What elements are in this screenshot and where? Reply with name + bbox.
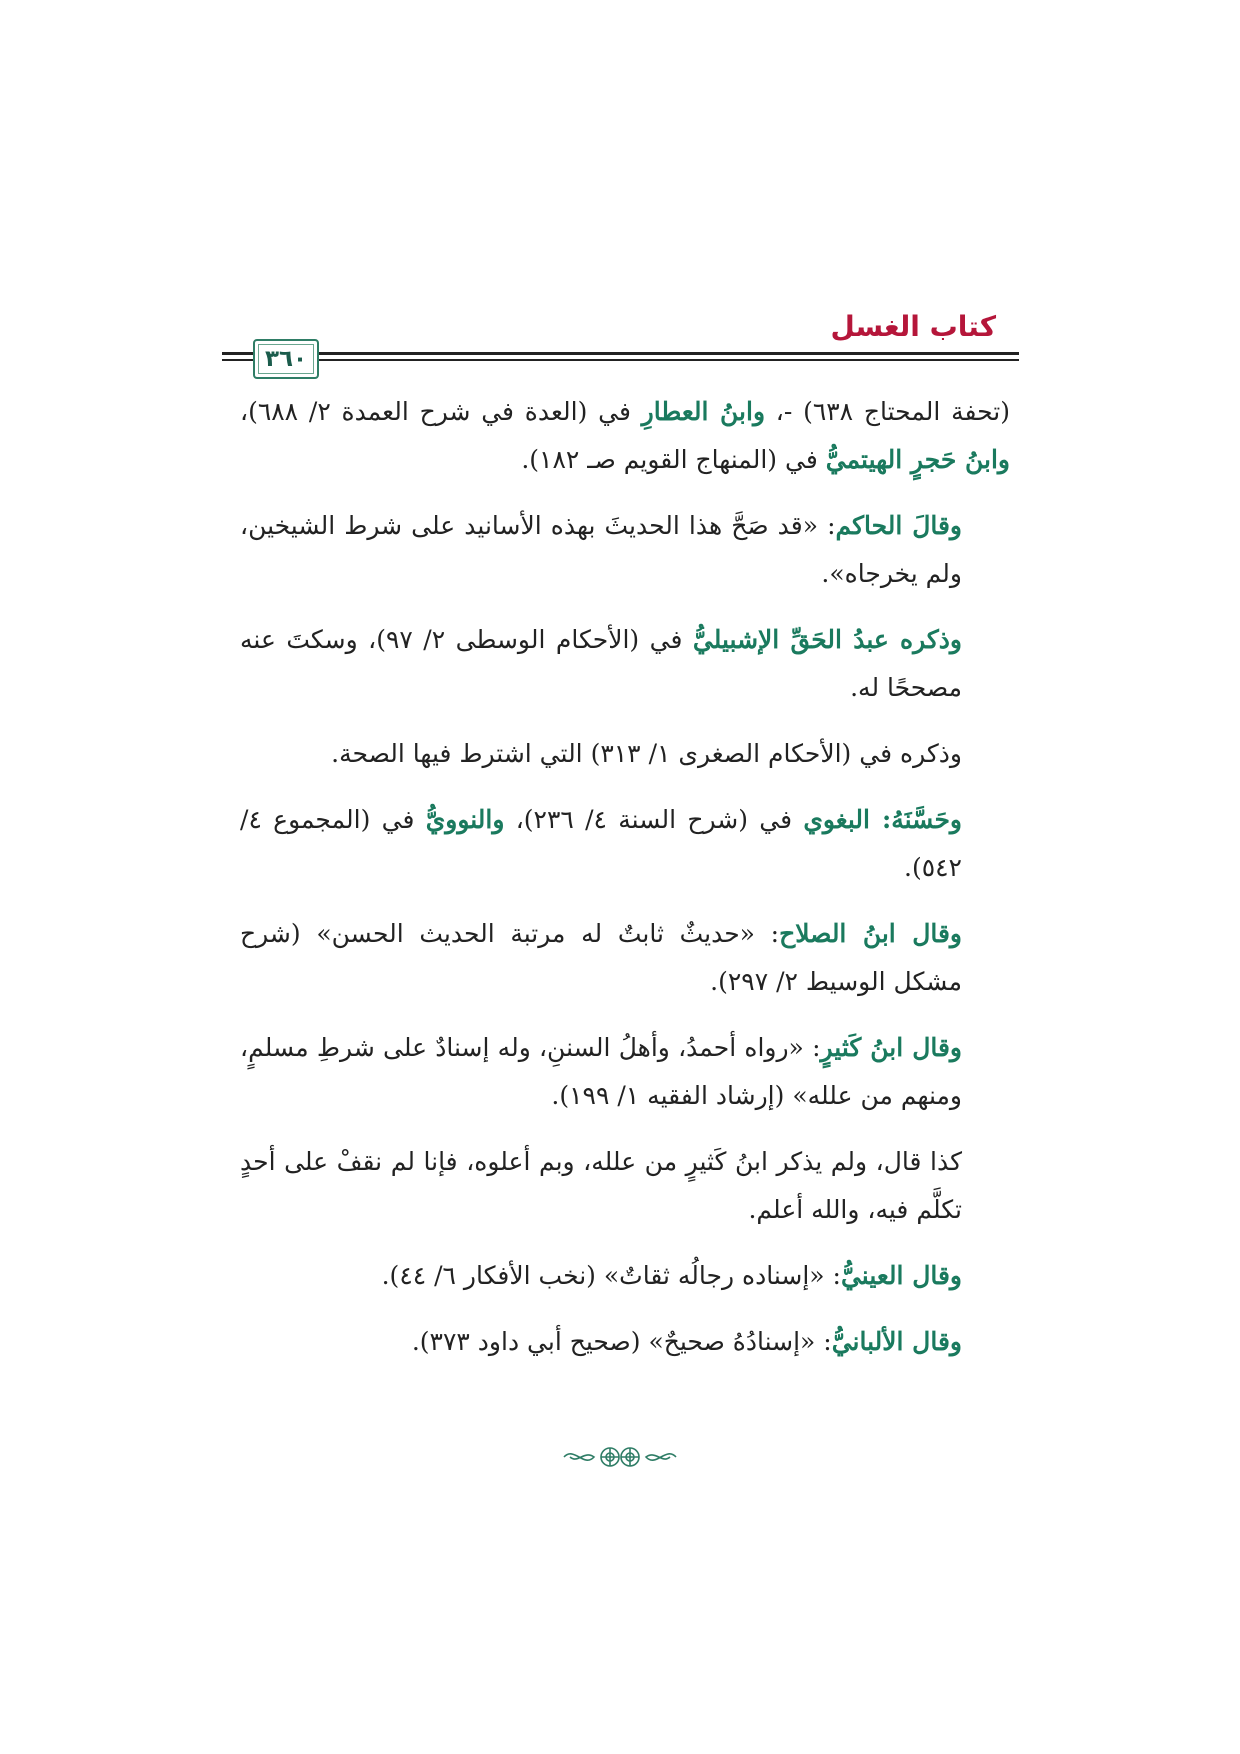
- page-number-frame: [253, 339, 319, 379]
- highlighted-name: والنوويُّ: [425, 805, 505, 834]
- highlighted-name: وقال العينيُّ: [840, 1261, 962, 1290]
- text-run: في (العدة في شرح العمدة ٢/ ٦٨٨)،: [240, 397, 642, 426]
- header-rule-bottom: [222, 359, 1019, 361]
- floral-divider-icon: [560, 1440, 680, 1478]
- main-text: [240, 388, 1010, 1384]
- highlighted-name: وحَسَّنَهُ: البغوي: [803, 805, 962, 834]
- text-run: كذا قال، ولم يذكر ابنُ كَثيرٍ من علله، وبم أعلوه، فإنا لم نقفْ على أحدٍ تكلَّم فيه، والله أعلم.: [240, 1147, 962, 1224]
- highlighted-name: وابنُ حَجرٍ الهيتميُّ: [825, 445, 1010, 474]
- paragraph: [240, 1252, 1010, 1300]
- paragraph: [240, 1024, 1010, 1120]
- text-run: : «رواه أحمدُ، وأهلُ السننِ، وله إسنادٌ على شرطِ مسلمٍ، ومنهم من علله» (إرشاد الفقيه ١/ ١٩٩).: [240, 1033, 962, 1110]
- text-run: : «إسناده رجالُه ثقاتٌ» (نخب الأفكار ٦/ ٤٤).: [381, 1261, 841, 1290]
- text-run: : «إسنادُهُ صحيحٌ» (صحيح أبي داود ٣٧٣).: [411, 1327, 832, 1356]
- paragraph: [240, 388, 1010, 484]
- text-run: : «حديثٌ ثابتٌ له مرتبة الحديث الحسن» (شرح مشكل الوسيط ٢/ ٢٩٧).: [240, 919, 962, 996]
- highlighted-name: وقال ابنُ كَثيرٍ: [820, 1033, 962, 1062]
- paragraph: [240, 730, 1010, 778]
- text-run: في (المنهاج القويم صـ ١٨٢).: [521, 445, 826, 474]
- paragraph: [240, 1138, 1010, 1234]
- highlighted-name: وابنُ العطارِ: [641, 397, 766, 426]
- highlighted-name: وقال الألبانيُّ: [831, 1327, 962, 1356]
- text-run: وذكره في (الأحكام الصغرى ١/ ٣١٣) التي اشترط فيها الصحة.: [331, 739, 962, 768]
- text-run: في (المجموع ٤/ ٥٤٢).: [240, 805, 962, 882]
- highlighted-name: وقال ابنُ الصلاح: [779, 919, 962, 948]
- paragraph: [240, 796, 1010, 892]
- text-run: في (الأحكام الوسطى ٢/ ٩٧)، وسكتَ عنه مصححًا له.: [240, 625, 962, 702]
- paragraph: [240, 910, 1010, 1006]
- paragraph: [240, 502, 1010, 598]
- highlighted-name: وقالَ الحاكم: [835, 511, 963, 540]
- text-run: في (شرح السنة ٤/ ٢٣٦)،: [504, 805, 804, 834]
- text-run: : «قد صَحَّ هذا الحديثَ بهذه الأسانيد على شرط الشيخين، ولم يخرجاه».: [240, 511, 962, 588]
- header-rule-top: [222, 352, 1019, 355]
- chapter-title: كتاب الغسل: [830, 310, 996, 343]
- page-number: ٣٦٠: [264, 346, 308, 372]
- highlighted-name: وذكره عبدُ الحَقِّ الإشبيليُّ: [692, 625, 962, 654]
- paragraph: [240, 616, 1010, 712]
- text-run: (تحفة المحتاج ٦٣٨) -،: [765, 397, 1010, 426]
- paragraph: [240, 1318, 1010, 1366]
